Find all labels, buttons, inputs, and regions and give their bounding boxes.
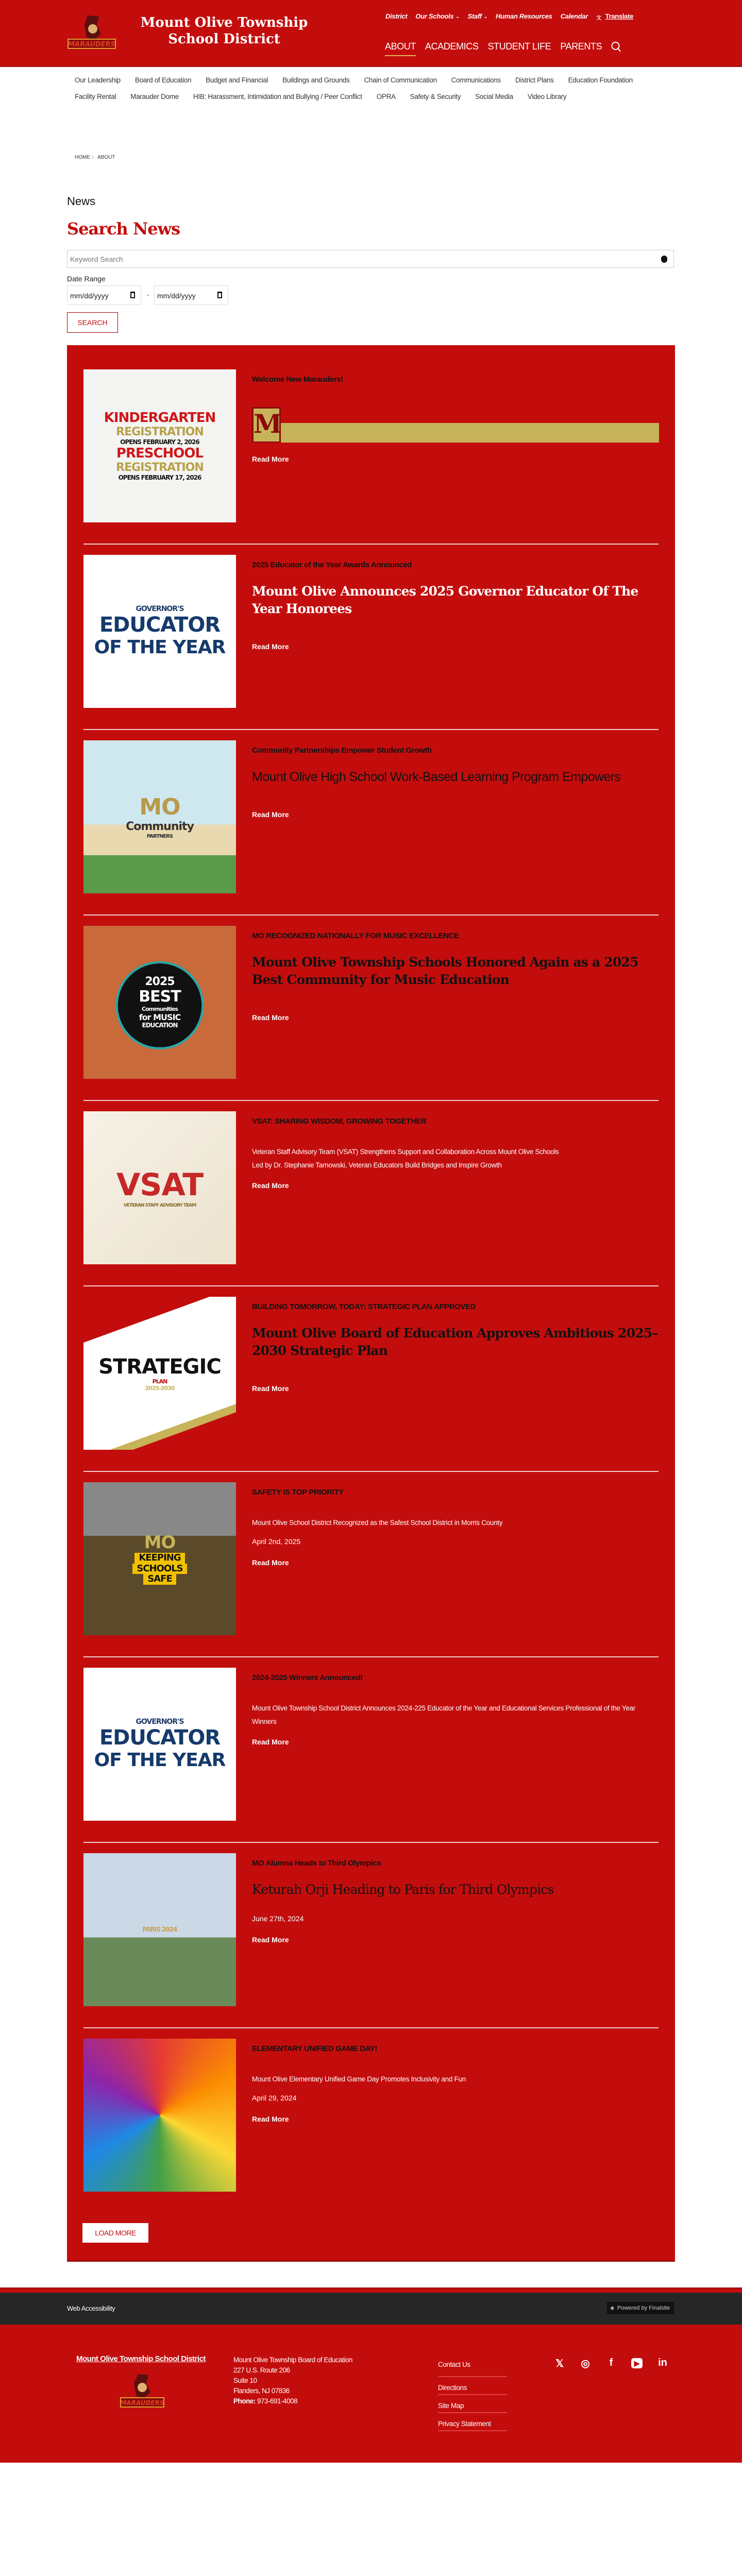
divider: [83, 1471, 659, 1472]
news-kicker: 2025 Educator of the Year Awards Announced: [252, 561, 412, 569]
social-links: [554, 2357, 668, 2370]
thumbnail-text: Communities: [141, 1005, 178, 1012]
date-range-label: Date Range: [67, 275, 106, 283]
read-more-link[interactable]: Read More: [252, 1936, 289, 1944]
thumbnail-text: OPENS FEBRUARY 17, 2026: [118, 473, 201, 481]
x-icon[interactable]: 𝕏: [555, 2358, 564, 2369]
site-title[interactable]: [121, 14, 327, 47]
news-item: [83, 1100, 659, 1285]
news-kicker: VSAT: SHARING WISDOM, GROWING TOGETHER: [252, 1117, 427, 1126]
phone-label: Phone:: [233, 2397, 256, 2405]
news-date: April 2nd, 2025: [252, 1537, 301, 1546]
footer-links: [438, 2359, 507, 2431]
title-line-1: Mount Olive Township: [140, 15, 308, 30]
news-summary: Led by Dr. Stephanie Tarnowski, Veteran Educators Build Bridges and Inspire Growth: [252, 1161, 502, 1169]
news-text: [252, 2044, 659, 2124]
top-link-human-resources[interactable]: Human Resources: [496, 12, 552, 20]
news-thumbnail[interactable]: [83, 555, 236, 708]
thumbnail-text: VSAT: [116, 1166, 204, 1203]
subnav-item[interactable]: Safety & Security: [410, 93, 461, 100]
divider: [83, 1842, 659, 1843]
divider: [83, 2027, 659, 2028]
subnav-item[interactable]: Budget and Financial: [206, 76, 268, 84]
page-title: News: [67, 195, 96, 208]
thumbnail-text: SAFE: [143, 1574, 176, 1585]
class-banner-image: [252, 399, 659, 443]
news-thumbnail[interactable]: [83, 1297, 236, 1450]
address-line: Mount Olive Township Board of Education: [233, 2356, 352, 2364]
news-text: [252, 931, 659, 1023]
footer-link-contact-us[interactable]: Contact Us: [438, 2359, 507, 2377]
load-more-button[interactable]: LOAD MORE: [82, 2223, 148, 2243]
footer-district-link[interactable]: Mount Olive Township School District: [76, 2354, 206, 2363]
subnav-item[interactable]: Social Media: [475, 93, 513, 100]
news-kicker: Welcome New Marauders!: [252, 375, 343, 384]
search-icon[interactable]: [611, 41, 621, 56]
powered-by-finalsite-link[interactable]: Powered by Finalsite: [617, 2305, 670, 2311]
news-thumbnail[interactable]: [83, 1111, 236, 1264]
start-date-input[interactable]: mm/dd/yyyy: [67, 285, 141, 305]
footer-logo-text: MARAUDERS: [120, 2399, 164, 2406]
news-kicker: SAFETY IS TOP PRIORITY: [252, 1488, 344, 1497]
news-date: April 29, 2024: [252, 2094, 297, 2102]
news-kicker: Community Partnerships Empower Student Growth: [252, 746, 432, 755]
nav-student-life[interactable]: STUDENT LIFE: [487, 41, 551, 52]
news-text: [252, 1302, 659, 1394]
calendar-icon[interactable]: [217, 292, 222, 298]
thumbnail-text: EDUCATOR: [99, 613, 221, 637]
divider: [83, 544, 659, 545]
subnav-item[interactable]: Facility Rental: [75, 93, 116, 100]
subnav-item[interactable]: HIB: Harassment, Intimidation and Bullying / Peer Conflict: [193, 93, 362, 100]
thumbnail-text: REGISTRATION: [116, 461, 204, 474]
thumbnail-text: OPENS FEBRUARY 2, 2026: [120, 438, 199, 446]
subnav-item[interactable]: Education Foundation: [568, 76, 633, 84]
news-headline[interactable]: Mount Olive Announces 2025 Governor Educator Of The Year Honorees: [252, 584, 638, 616]
read-more-link[interactable]: Read More: [252, 1738, 289, 1746]
utility-nav: [385, 12, 633, 21]
subnav-item[interactable]: Buildings and Grounds: [282, 76, 350, 84]
linkedin-icon[interactable]: in: [658, 2357, 667, 2368]
calendar-icon[interactable]: [130, 292, 135, 298]
thumbnail-text: 2025-2030: [145, 1384, 175, 1392]
news-thumbnail[interactable]: [83, 740, 236, 893]
site-header: [0, 0, 742, 67]
subnav-item[interactable]: Video Library: [527, 93, 567, 100]
thumbnail-text: BEST: [139, 988, 181, 1006]
news-kicker: MO RECOGNIZED NATIONALLY FOR MUSIC EXCELLENCE: [252, 931, 459, 940]
subnav-item[interactable]: Marauder Dome: [130, 93, 179, 100]
footer-stripe: [0, 2287, 742, 2293]
youtube-icon[interactable]: ▶: [631, 2358, 643, 2368]
thumbnail-text: PARTNERS: [146, 833, 173, 839]
read-more-link[interactable]: Read More: [252, 1384, 289, 1393]
news-item: [83, 729, 659, 914]
address-line: Flanders, NJ 07836: [233, 2387, 290, 2395]
news-kicker: MO Alumna Heads to Third Olympics: [252, 1859, 381, 1868]
subnav-item[interactable]: Communications: [451, 76, 501, 84]
news-text: [252, 746, 659, 820]
news-item: [83, 358, 659, 544]
subnav-item[interactable]: District Plans: [515, 76, 554, 84]
thumbnail-text: MO: [139, 793, 180, 820]
translate-link[interactable]: Translate: [605, 12, 634, 20]
read-more-link[interactable]: Read More: [252, 1181, 289, 1190]
footer-link-site-map[interactable]: Site Map: [438, 2395, 507, 2413]
news-thumbnail[interactable]: [83, 2039, 236, 2192]
news-kicker: 2024-2025 Winners Announced!: [252, 1673, 363, 1682]
subnav-item[interactable]: Board of Education: [134, 76, 192, 84]
news-item: [83, 1656, 659, 1842]
divider: [83, 1100, 659, 1101]
finalsite-icon: ◈: [610, 2305, 615, 2311]
divider: [83, 1656, 659, 1657]
news-headline[interactable]: Keturah Orji Heading to Paris for Third Olympics: [252, 1882, 554, 1897]
subnav-item[interactable]: OPRA: [376, 93, 396, 100]
site-footer: [0, 2325, 742, 2463]
clear-icon[interactable]: [661, 256, 667, 263]
subnav-item[interactable]: Our Leadership: [75, 76, 121, 84]
nav-academics[interactable]: ACADEMICS: [425, 41, 479, 52]
news-headline[interactable]: Mount Olive Board of Education Approves Ambitious 2025–2030 Strategic Plan: [252, 1326, 659, 1358]
news-date: June 27th, 2024: [252, 1914, 304, 1923]
main-nav: [385, 41, 621, 56]
footer-address: [233, 2355, 352, 2406]
news-summary: Mount Olive Elementary Unified Game Day Promotes Inclusivity and Fun: [252, 2075, 466, 2083]
thumbnail-text: PARIS 2024: [142, 1925, 177, 1933]
news-text: [252, 1117, 659, 1191]
thumbnail-text: VETERAN STAFF ADVISORY TEAM: [123, 1202, 196, 1208]
news-thumbnail[interactable]: [83, 1668, 236, 1821]
thumbnail-text: OF THE YEAR: [94, 636, 226, 658]
address-line: Suite 10: [233, 2377, 257, 2384]
phone-number[interactable]: 973-691-4008: [257, 2397, 298, 2405]
news-summary: Mount Olive Township School District Announces 2024-225 Educator of the Year and Educational Services Professional of the Year Winners: [252, 1704, 635, 1725]
nav-about[interactable]: ABOUT: [385, 41, 416, 56]
subnav-item[interactable]: Chain of Communication: [364, 76, 437, 84]
top-link-staff[interactable]: Staff: [467, 12, 482, 20]
thumbnail-text: OF THE YEAR: [94, 1749, 226, 1771]
news-headline[interactable]: Mount Olive High School Work-Based Learning Program Empowers: [252, 770, 621, 784]
news-kicker: ELEMENTARY UNIFIED GAME DAY!: [252, 2044, 377, 2053]
breadcrumb-separator: 〉: [92, 155, 96, 160]
breadcrumb: [75, 155, 115, 160]
read-more-link[interactable]: Read More: [252, 2115, 289, 2123]
news-thumbnail[interactable]: [83, 1853, 236, 2006]
divider: [83, 729, 659, 730]
search-button[interactable]: SEARCH: [67, 312, 118, 333]
footer-marauders-logo: [117, 2373, 167, 2409]
thumbnail-text: STRATEGIC: [98, 1354, 221, 1379]
facebook-icon[interactable]: f: [609, 2357, 613, 2368]
read-more-link[interactable]: Read More: [252, 1013, 289, 1022]
date-separator: -: [147, 291, 149, 298]
news-summary: Mount Olive School District Recognized as the Safest School District in Morris County: [252, 1519, 503, 1527]
phone-line: [233, 2396, 352, 2406]
divider: [83, 1285, 659, 1286]
read-more-link[interactable]: Read More: [252, 810, 289, 819]
keyword-search-input[interactable]: [67, 250, 674, 268]
news-item: [83, 914, 659, 1100]
title-line-2: School District: [168, 31, 280, 47]
chevron-down-icon[interactable]: ⌄: [483, 14, 488, 19]
thumbnail-text: GOVERNOR'S: [136, 604, 184, 613]
news-text: [252, 561, 659, 652]
news-kicker: BUILDING TOMORROW, TODAY: STRATEGIC PLAN APPROVED: [252, 1302, 476, 1311]
thumbnail-text: Community: [126, 820, 194, 834]
news-text: [252, 1859, 659, 1945]
instagram-icon[interactable]: ◎: [581, 2358, 590, 2369]
thumbnail-text: KEEPING: [134, 1553, 184, 1564]
thumbnail-text: for MUSIC: [139, 1012, 181, 1022]
news-item: [83, 2027, 659, 2213]
nav-parents[interactable]: PARENTS: [560, 41, 602, 52]
footer-link-directions[interactable]: Directions: [438, 2377, 507, 2395]
news-thumbnail[interactable]: [83, 369, 236, 522]
section-subnav: [75, 76, 683, 100]
m-logo-icon: M: [252, 407, 281, 443]
divider: [83, 914, 659, 916]
news-text: [252, 1673, 659, 1747]
breadcrumb-home[interactable]: HOME: [75, 155, 90, 160]
search-news-heading: Search News: [67, 219, 180, 239]
news-thumbnail[interactable]: [83, 1482, 236, 1635]
marauders-logo[interactable]: [67, 13, 116, 50]
thumbnail-text: EDUCATOR: [99, 1725, 221, 1750]
thumbnail-text: GOVERNOR'S: [136, 1717, 184, 1726]
top-link-calendar[interactable]: Calendar: [560, 12, 588, 20]
end-date-input[interactable]: mm/dd/yyyy: [154, 285, 228, 305]
top-link-our-schools[interactable]: Our Schools: [415, 12, 454, 20]
breadcrumb-current[interactable]: ABOUT: [97, 155, 115, 160]
logo-text: MARAUDERS: [68, 41, 116, 48]
thumbnail-text: 2025: [145, 975, 175, 989]
thumbnail-text: PRESCHOOL: [116, 445, 204, 461]
news-item: [83, 1471, 659, 1656]
address-line: 227 U.S. Route 206: [233, 2366, 290, 2374]
read-more-link[interactable]: Read More: [252, 1558, 289, 1567]
news-item: [83, 1285, 659, 1471]
news-list: [67, 345, 675, 2262]
thumbnail-text: KINDERGARTEN: [104, 410, 216, 426]
thumbnail-text: MO: [144, 1532, 176, 1553]
news-item: [83, 544, 659, 729]
news-text: [252, 1488, 659, 1568]
chevron-down-icon[interactable]: ⌄: [456, 14, 460, 19]
news-item: [83, 1842, 659, 2027]
thumbnail-text: SCHOOLS: [132, 1564, 187, 1574]
news-summary: Veteran Staff Advisory Team (VSAT) Strengthens Support and Collaboration Across Mount Olive Schools: [252, 1148, 559, 1156]
top-link-district[interactable]: District: [385, 12, 408, 20]
web-accessibility-link[interactable]: Web Accessibility: [67, 2304, 115, 2312]
news-thumbnail[interactable]: [83, 926, 236, 1079]
thumbnail-text: PLAN: [152, 1378, 167, 1385]
news-text: [252, 375, 659, 464]
read-more-link[interactable]: Read More: [252, 642, 289, 651]
read-more-link[interactable]: Read More: [252, 455, 289, 463]
translate-icon[interactable]: 文: [596, 15, 601, 21]
thumbnail-text: EDUCATION: [142, 1022, 178, 1029]
news-headline[interactable]: Mount Olive Township Schools Honored Again as a 2025 Best Community for Music Education: [252, 955, 638, 987]
footer-link-privacy[interactable]: Privacy Statement: [438, 2413, 507, 2431]
thumbnail-text: REGISTRATION: [116, 426, 204, 439]
